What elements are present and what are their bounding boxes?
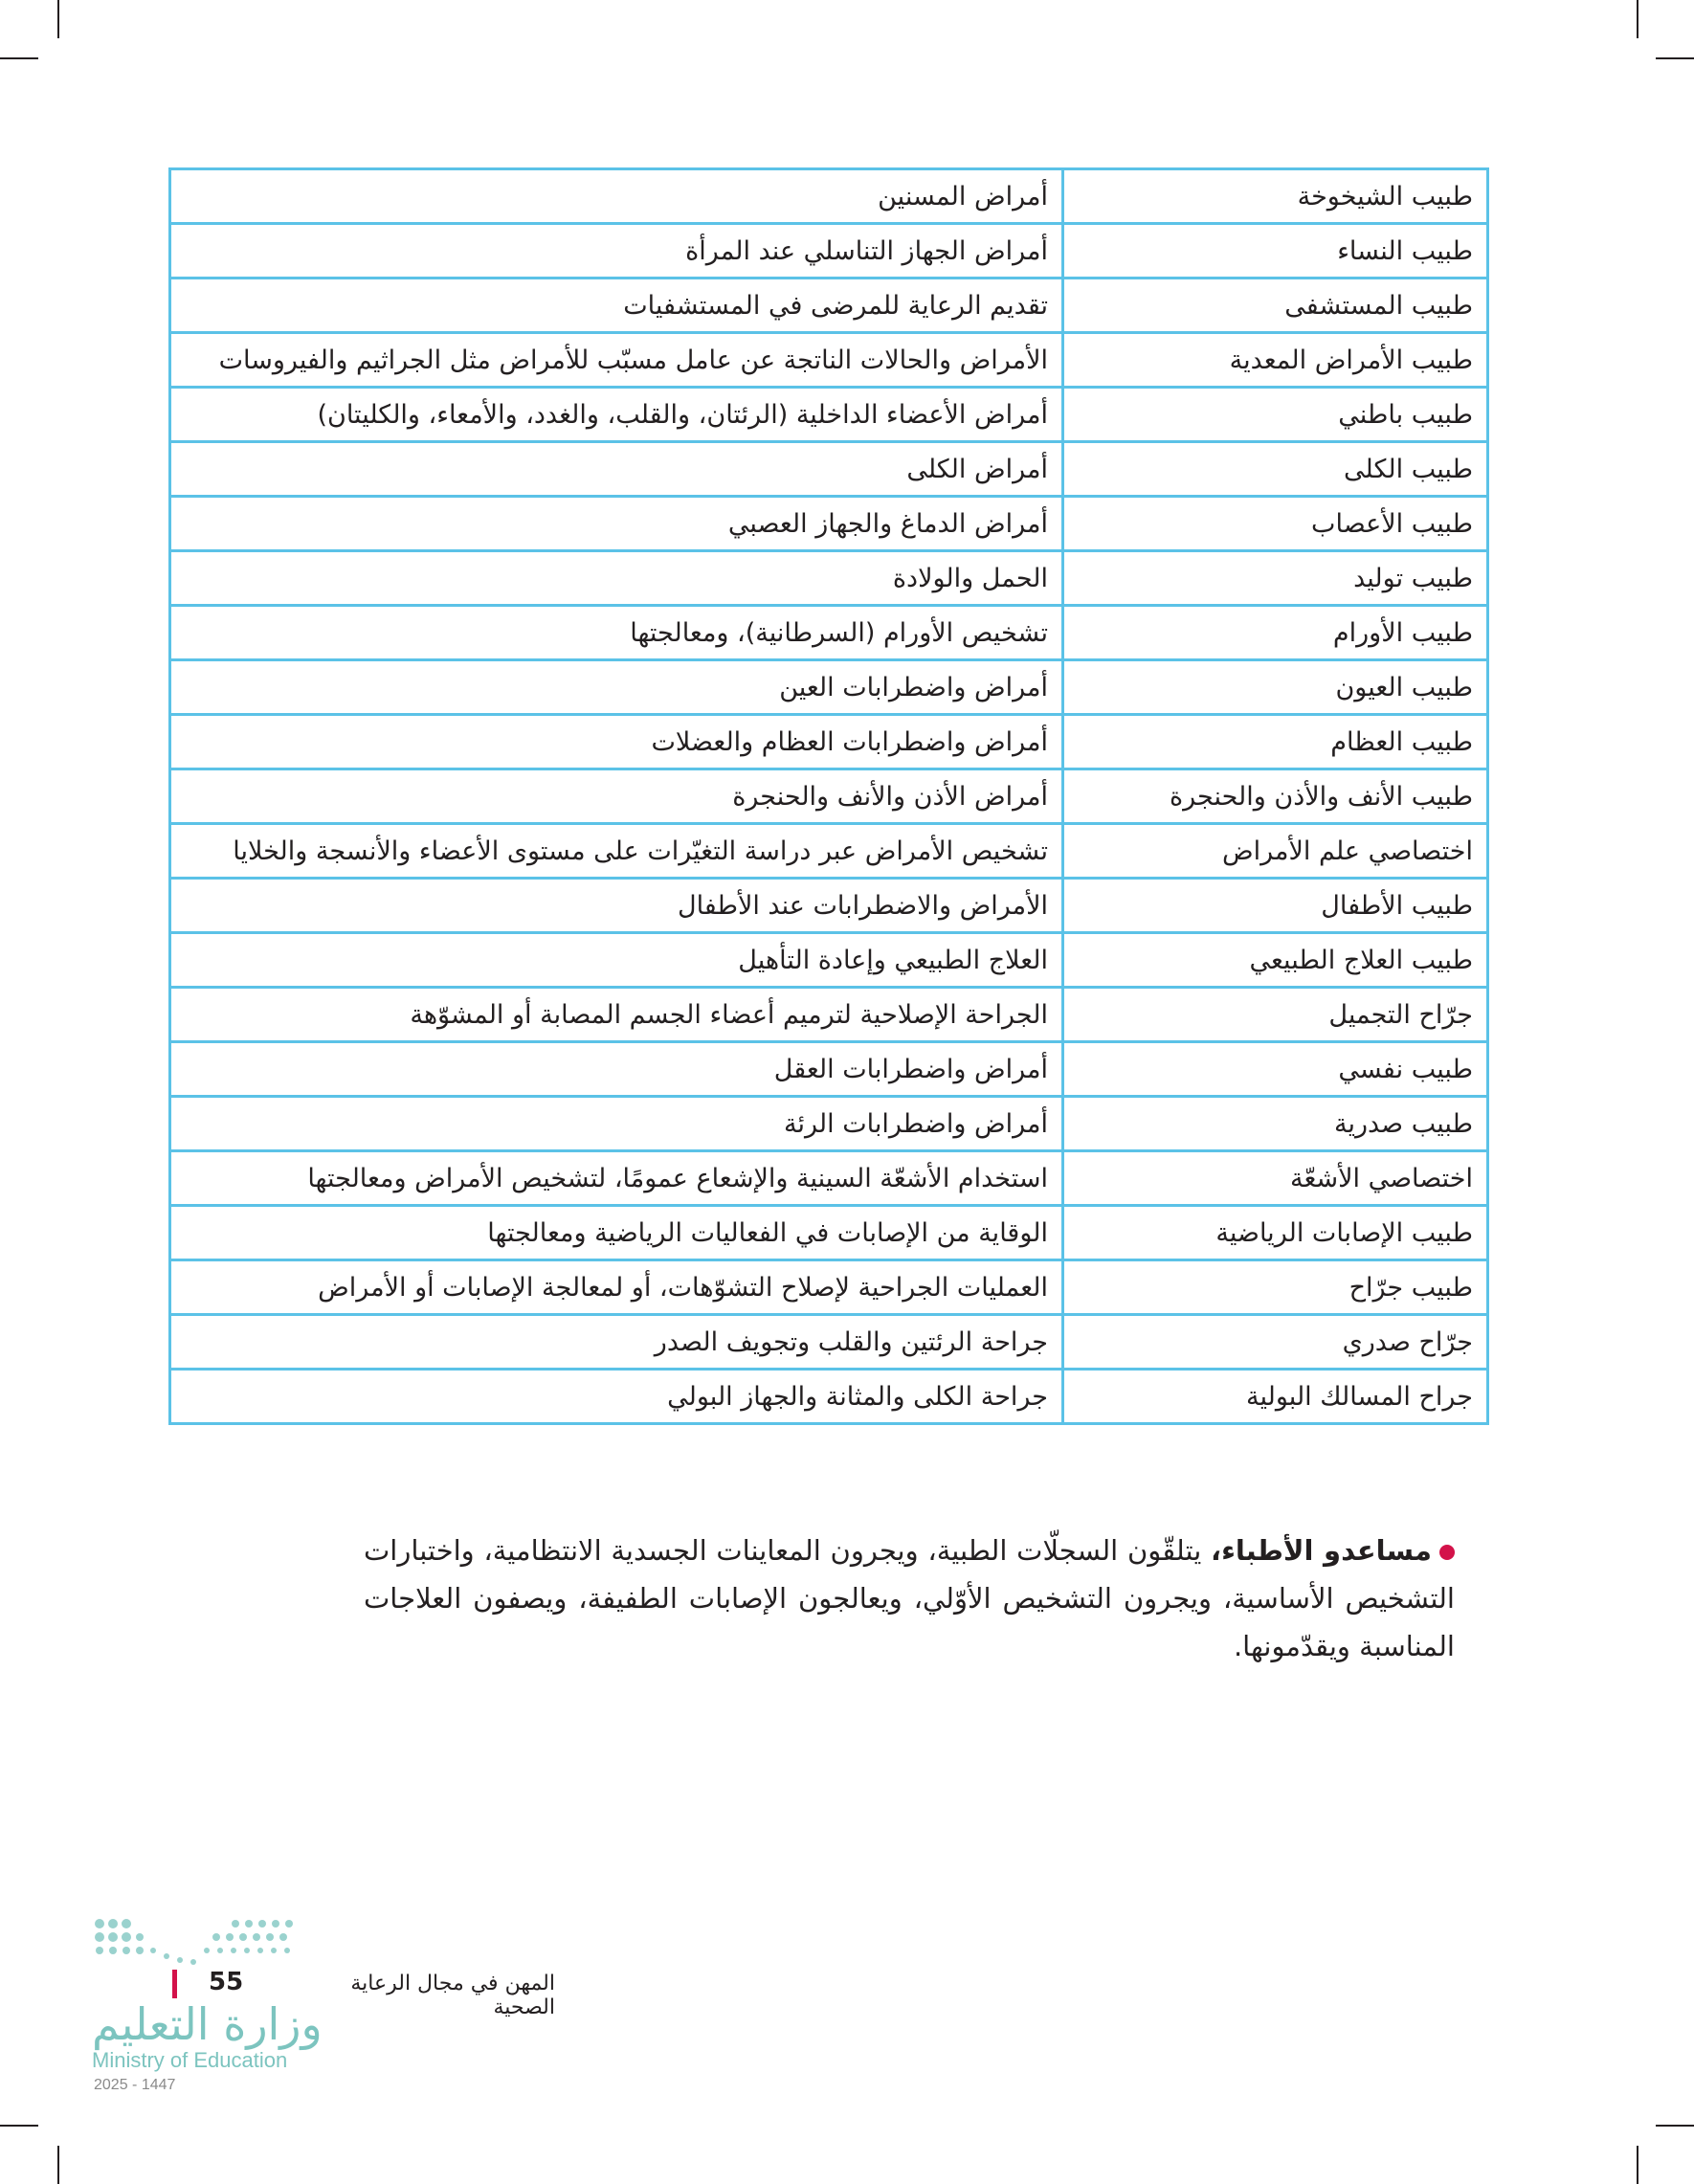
- description-cell: أمراض الجهاز التناسلي عند المرأة: [170, 224, 1063, 279]
- table-row: [170, 1151, 1488, 1206]
- description-cell: أمراض الكلى: [170, 442, 1063, 497]
- crop-mark: [0, 57, 38, 59]
- table-body: [170, 169, 1488, 1424]
- specialty-cell: اختصاصي علم الأمراض: [1063, 824, 1488, 879]
- table-row: [170, 715, 1488, 769]
- ministry-logo-english: Ministry of Education: [92, 2048, 288, 2072]
- table-row: [170, 169, 1488, 224]
- description-cell: الجراحة الإصلاحية لترميم أعضاء الجسم المصابة أو المشوّهة: [170, 988, 1063, 1042]
- specialty-cell: طبيب توليد: [1063, 551, 1488, 606]
- specialty-cell: طبيب الكلى: [1063, 442, 1488, 497]
- specialty-cell: جراح المسالك البولية: [1063, 1370, 1488, 1424]
- table-row: [170, 824, 1488, 879]
- specialty-cell: طبيب الإصابات الرياضية: [1063, 1206, 1488, 1260]
- crop-mark: [1637, 0, 1638, 38]
- specialty-cell: طبيب الأنف والأذن والحنجرة: [1063, 769, 1488, 824]
- description-cell: الأمراض والاضطرابات عند الأطفال: [170, 879, 1063, 933]
- description-cell: العمليات الجراحية لإصلاح التشوّهات، أو لمعالجة الإصابات أو الأمراض: [170, 1260, 1063, 1315]
- table-row: [170, 1260, 1488, 1315]
- ministry-logo-dots-icon: [92, 1918, 302, 1975]
- crop-mark: [0, 2125, 38, 2127]
- table-row: [170, 388, 1488, 442]
- description-cell: أمراض الدماغ والجهاز العصبي: [170, 497, 1063, 551]
- table-row: [170, 442, 1488, 497]
- physician-assistants-paragraph: [364, 1527, 1455, 1670]
- table-row: [170, 879, 1488, 933]
- crop-mark: [57, 2146, 59, 2184]
- specialty-cell: جرّاح صدري: [1063, 1315, 1488, 1370]
- crop-mark: [1656, 57, 1694, 59]
- table-row: [170, 1206, 1488, 1260]
- table-row: [170, 933, 1488, 988]
- description-cell: العلاج الطبيعي وإعادة التأهيل: [170, 933, 1063, 988]
- table-row: [170, 1315, 1488, 1370]
- specialty-cell: طبيب الأمراض المعدية: [1063, 333, 1488, 388]
- specialty-cell: طبيب صدرية: [1063, 1097, 1488, 1151]
- specialty-cell: طبيب المستشفى: [1063, 279, 1488, 333]
- table-row: [170, 988, 1488, 1042]
- specialty-cell: جرّاح التجميل: [1063, 988, 1488, 1042]
- description-cell: الحمل والولادة: [170, 551, 1063, 606]
- description-cell: جراحة الرئتين والقلب وتجويف الصدر: [170, 1315, 1063, 1370]
- table-row: [170, 497, 1488, 551]
- description-cell: تشخيص الأمراض عبر دراسة التغيّرات على مستوى الأعضاء والأنسجة والخلايا: [170, 824, 1063, 879]
- bullet-text: يتلقّون السجلّات الطبية، ويجرون المعاينات الجسدية الانتظامية، واختبارات التشخيص الأساسية، ويجرون التشخيص الأوّلي، ويعالجون الإصابات الطفيفة، ويصفون العلاجات المناسبة ويقدّمونها.: [364, 1534, 1455, 1662]
- crop-mark: [1656, 2125, 1694, 2127]
- bullet-term: مساعدو الأطباء،: [1211, 1534, 1432, 1567]
- description-cell: تقديم الرعاية للمرضى في المستشفيات: [170, 279, 1063, 333]
- table-row: [170, 551, 1488, 606]
- table-row: [170, 224, 1488, 279]
- ministry-logo-year: 2025 - 1447: [94, 2077, 176, 2093]
- specialty-cell: اختصاصي الأشعّة: [1063, 1151, 1488, 1206]
- table-row: [170, 769, 1488, 824]
- specialties-table: [168, 167, 1489, 1425]
- chapter-title: المهن في مجال الرعاية الصحية: [350, 1972, 555, 2019]
- description-cell: استخدام الأشعّة السينية والإشعاع عمومًا، لتشخيص الأمراض ومعالجتها: [170, 1151, 1063, 1206]
- description-cell: أمراض واضطرابات العقل: [170, 1042, 1063, 1097]
- specialty-cell: طبيب العظام: [1063, 715, 1488, 769]
- specialty-cell: طبيب النساء: [1063, 224, 1488, 279]
- specialty-cell: طبيب العيون: [1063, 660, 1488, 715]
- table-row: [170, 1097, 1488, 1151]
- page-number-separator: [172, 1970, 177, 1998]
- description-cell: الوقاية من الإصابات في الفعاليات الرياضية ومعالجتها: [170, 1206, 1063, 1260]
- specialty-cell: طبيب الأعصاب: [1063, 497, 1488, 551]
- description-cell: أمراض واضطرابات العين: [170, 660, 1063, 715]
- table-row: [170, 606, 1488, 660]
- table-row: [170, 660, 1488, 715]
- crop-mark: [57, 0, 59, 38]
- specialty-cell: طبيب نفسي: [1063, 1042, 1488, 1097]
- ministry-logo-arabic: وزارة التعليم: [92, 1998, 323, 2050]
- description-cell: أمراض المسنين: [170, 169, 1063, 224]
- specialty-cell: طبيب جرّاح: [1063, 1260, 1488, 1315]
- specialty-cell: طبيب الشيخوخة: [1063, 169, 1488, 224]
- specialty-cell: طبيب باطني: [1063, 388, 1488, 442]
- table-row: [170, 1370, 1488, 1424]
- description-cell: أمراض الأذن والأنف والحنجرة: [170, 769, 1063, 824]
- table-row: [170, 279, 1488, 333]
- specialties-table-container: [168, 167, 1489, 1425]
- specialty-cell: طبيب الأطفال: [1063, 879, 1488, 933]
- crop-mark: [1637, 2146, 1638, 2184]
- page-number: 55: [209, 1968, 244, 1996]
- description-cell: الأمراض والحالات الناتجة عن عامل مسبّب للأمراض مثل الجراثيم والفيروسات: [170, 333, 1063, 388]
- description-cell: جراحة الكلى والمثانة والجهاز البولي: [170, 1370, 1063, 1424]
- table-row: [170, 333, 1488, 388]
- description-cell: أمراض الأعضاء الداخلية (الرئتان، والقلب، والغدد، والأمعاء، والكليتان): [170, 388, 1063, 442]
- specialty-cell: طبيب العلاج الطبيعي: [1063, 933, 1488, 988]
- description-cell: أمراض واضطرابات العظام والعضلات: [170, 715, 1063, 769]
- description-cell: تشخيص الأورام (السرطانية)، ومعالجتها: [170, 606, 1063, 660]
- description-cell: أمراض واضطرابات الرئة: [170, 1097, 1063, 1151]
- specialty-cell: طبيب الأورام: [1063, 606, 1488, 660]
- bullet-dot-icon: [1439, 1545, 1455, 1560]
- table-row: [170, 1042, 1488, 1097]
